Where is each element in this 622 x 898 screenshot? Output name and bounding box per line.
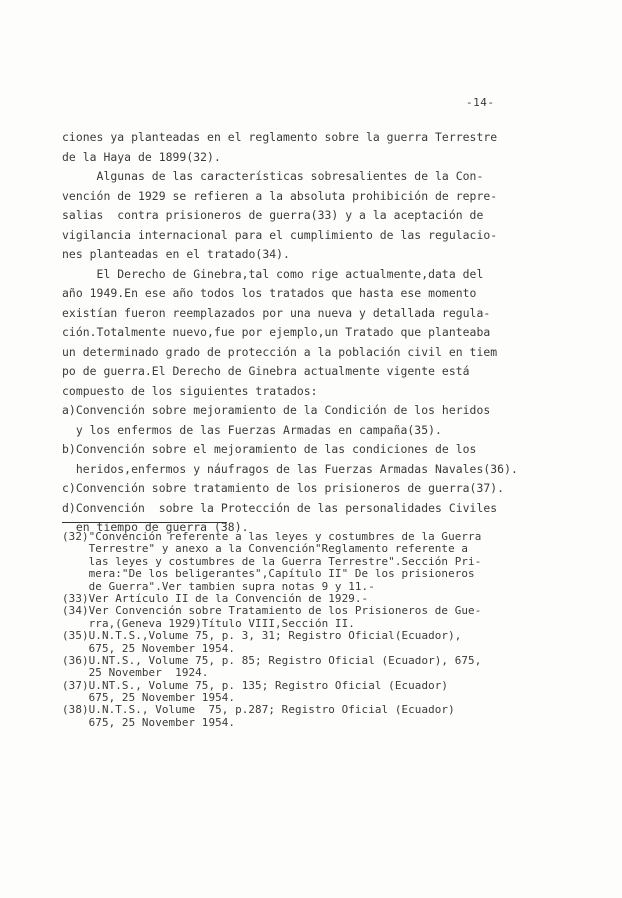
page-number: -14-	[466, 96, 495, 109]
body-text	[62, 128, 562, 538]
body-line: salias contra prisioneros de guerra(33) y a la aceptación de	[62, 208, 484, 222]
body-line: ciones ya planteadas en el reglamento sobre la guerra Terrestre	[62, 130, 498, 144]
body-line: a)Convención sobre mejoramiento de la Condición de los heridos	[62, 403, 491, 417]
body-line: existían fueron reemplazados por una nueva y detallada regula-	[62, 305, 491, 320]
footnote-line: Terrestre" y anexo a la Convención"Reglamento referente a	[62, 542, 469, 556]
body-line: un determinado grado de protección a la población civil en tiem	[62, 344, 498, 359]
body-line: heridos,enfermos y náufragos de las Fuerzas Armadas Navales(36).	[62, 461, 518, 476]
footnote-line: las leyes y costumbres de la Guerra Terrestre".Sección Pri-	[62, 554, 482, 568]
footnote-line: rra,(Geneva 1929)Título VIII,Sección II.	[62, 616, 355, 630]
body-line: vigilancia internacional para el cumplimiento de las regulacio-	[62, 227, 498, 242]
body-line: vención de 1929 se refieren a la absoluta prohibición de repre-	[62, 188, 498, 203]
body-line: nes planteadas en el tratado(34).	[62, 247, 290, 261]
footnote-line: 675, 25 November 1954.	[62, 691, 236, 705]
body-line: de la Haya de 1899(32).	[62, 149, 221, 164]
footnote-line: de Guerra".Ver tambien supra notas 9 y 11.-	[62, 579, 375, 593]
footnote-line: mera:"De los beligerantes",Capítulo II" De los prisioneros	[62, 567, 475, 581]
body-line: El Derecho de Ginebra,tal como rige actualmente,data del	[62, 266, 484, 281]
body-line: compuesto de los siguientes tratados:	[62, 383, 318, 398]
body-line: en tiempo de guerra (38).	[62, 520, 249, 534]
footnotes	[62, 531, 562, 729]
body-line: b)Convención sobre el mejoramiento de las condiciones de los	[62, 442, 477, 456]
footnote-line: (37)U.NT.S., Volume 75, p. 135; Registro Oficial (Ecuador)	[62, 678, 449, 692]
footnote-line: (32)"Convención referente a las leyes y costumbres de la Guerra	[62, 530, 482, 543]
footnote-line: (35)U.N.T.S.,Volume 75, p. 3, 31; Registro Oficial(Ecuador),	[62, 629, 462, 643]
footnote-line: 675, 25 November 1954.	[62, 715, 236, 729]
footnote-line: 675, 25 November 1954.	[62, 641, 236, 655]
body-line: c)Convención sobre tratamiento de los prisioneros de guerra(37).	[62, 481, 505, 495]
body-line: Algunas de las características sobresalientes de la Con-	[62, 169, 484, 183]
footnote-line: (33)Ver Artículo II de la Convención de 1929.-	[62, 591, 369, 605]
footnote-line: (36)U.NT.S., Volume 75, p. 85; Registro Oficial (Ecuador), 675,	[62, 653, 482, 667]
body-line: y los enfermos de las Fuerzas Armadas en campaña(35).	[62, 422, 442, 437]
footnote-line: 25 November 1924.	[62, 666, 209, 680]
footnote-separator	[62, 522, 227, 523]
body-line: po de guerra.El Derecho de Ginebra actualmente vigente está	[62, 364, 470, 378]
footnote-line: (38)U.N.T.S., Volume 75, p.287; Registro Oficial (Ecuador)	[62, 703, 455, 717]
footnote-line: (34)Ver Convención sobre Tratamiento de los Prisioneros de Gue-	[62, 604, 482, 618]
body-line: d)Convención sobre la Protección de las personalidades Civiles	[62, 500, 498, 515]
body-line: ción.Totalmente nuevo,fue por ejemplo,un Tratado que planteaba	[62, 325, 491, 339]
body-line: año 1949.En ese año todos los tratados que hasta ese momento	[62, 286, 477, 300]
